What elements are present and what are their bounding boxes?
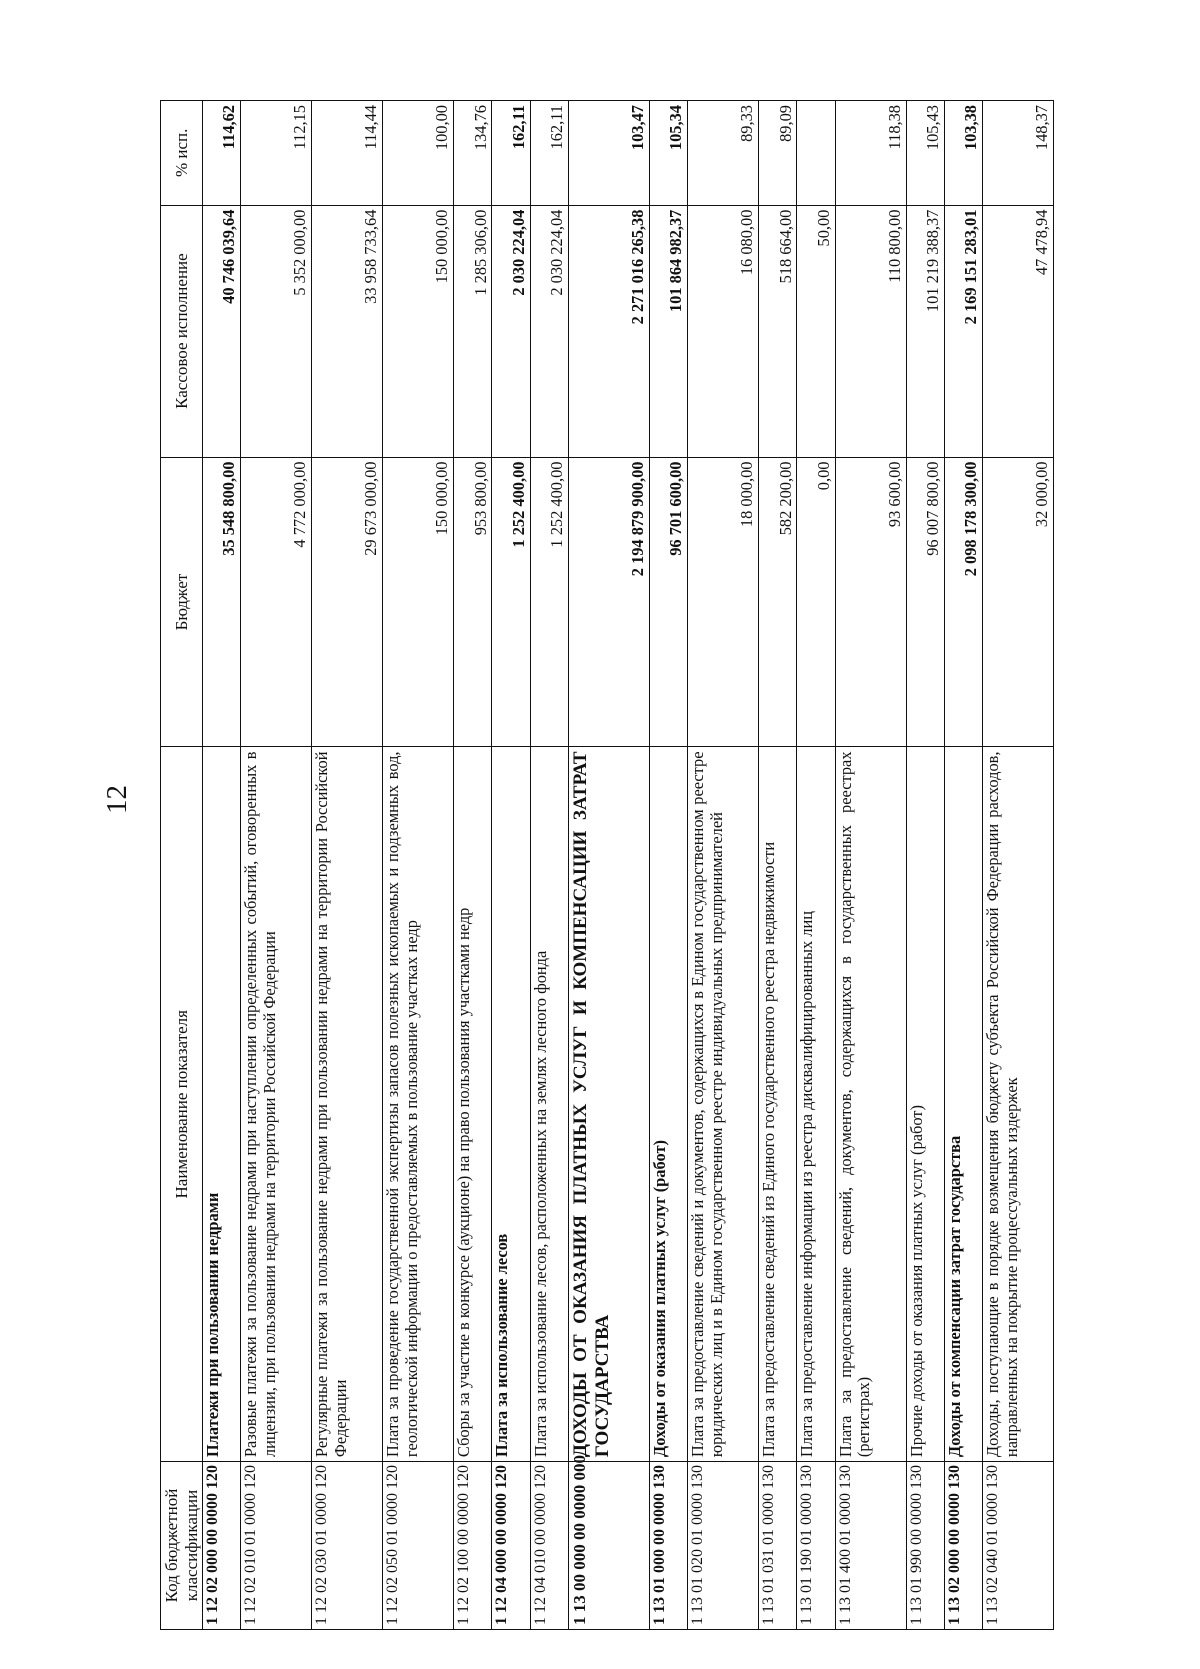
rotated-table-container bbox=[160, 100, 1054, 1630]
budget-cell: 35 548 800,00 bbox=[203, 457, 241, 747]
percent-cell: 162,11 bbox=[492, 101, 530, 206]
percent-cell: 105,34 bbox=[650, 101, 688, 206]
name-cell: Доходы от компенсации затрат государства bbox=[944, 747, 982, 1462]
table-row bbox=[203, 101, 241, 1630]
percent-cell bbox=[797, 101, 835, 206]
budget-cell: 150 000,00 bbox=[383, 457, 454, 747]
name-cell: Разовые платежи за пользование недрами при наступлении определенных событий, оговоренных в лицензии, при пользовании недрами на территории Российской Федерации bbox=[241, 747, 312, 1462]
budget-cell: 0,00 bbox=[797, 457, 835, 747]
name-cell: Прочие доходы от оказания платных услуг (работ) bbox=[906, 747, 944, 1462]
execution-cell: 40 746 039,64 bbox=[203, 205, 241, 457]
name-cell: Плата за предоставление сведений и документов, содержащихся в Едином государственном реестре юридических лиц и в Едином государственном реестре индивидуальных предпринимателей bbox=[688, 747, 759, 1462]
table-row bbox=[492, 101, 530, 1630]
table-body bbox=[203, 101, 1054, 1630]
execution-cell: 16 080,00 bbox=[688, 205, 759, 457]
table-row bbox=[982, 101, 1053, 1630]
execution-cell: 47 478,94 bbox=[982, 205, 1053, 457]
header-execution: Кассовое исполнение bbox=[161, 205, 203, 457]
percent-cell: 112,15 bbox=[241, 101, 312, 206]
percent-cell: 114,44 bbox=[312, 101, 383, 206]
page-number: 12 bbox=[101, 785, 133, 814]
percent-cell: 103,47 bbox=[568, 101, 649, 206]
percent-cell: 89,09 bbox=[759, 101, 797, 206]
table-row bbox=[944, 101, 982, 1630]
execution-cell: 150 000,00 bbox=[383, 205, 454, 457]
percent-cell: 114,62 bbox=[203, 101, 241, 206]
table-row bbox=[835, 101, 906, 1630]
table-row bbox=[906, 101, 944, 1630]
table-row bbox=[759, 101, 797, 1630]
budget-cell: 96 701 600,00 bbox=[650, 457, 688, 747]
code-cell: 1 12 02 000 00 0000 120 bbox=[203, 1462, 241, 1630]
execution-cell: 2 271 016 265,38 bbox=[568, 205, 649, 457]
percent-cell: 103,38 bbox=[944, 101, 982, 206]
header-code: Код бюджетной классификации bbox=[161, 1462, 203, 1630]
execution-cell: 50,00 bbox=[797, 205, 835, 457]
code-cell: 1 12 02 030 01 0000 120 bbox=[312, 1462, 383, 1630]
table-row bbox=[312, 101, 383, 1630]
header-name: Наименование показателя bbox=[161, 747, 203, 1462]
table-row bbox=[530, 101, 568, 1630]
code-cell: 1 12 04 010 00 0000 120 bbox=[530, 1462, 568, 1630]
percent-cell: 100,00 bbox=[383, 101, 454, 206]
execution-cell: 110 800,00 bbox=[835, 205, 906, 457]
name-cell: Плата за предоставление информации из реестра дисквалифицированных лиц bbox=[797, 747, 835, 1462]
name-cell: Сборы за участие в конкурсе (аукционе) на право пользования участками недр bbox=[454, 747, 492, 1462]
code-cell: 1 13 01 400 01 0000 130 bbox=[835, 1462, 906, 1630]
code-cell: 1 12 02 050 01 0000 120 bbox=[383, 1462, 454, 1630]
budget-cell: 2 194 879 900,00 bbox=[568, 457, 649, 747]
name-cell: Платежи при пользовании недрами bbox=[203, 747, 241, 1462]
table-row bbox=[650, 101, 688, 1630]
header-percent: % исп. bbox=[161, 101, 203, 206]
name-cell: Плата за использование лесов, расположенных на землях лесного фонда bbox=[530, 747, 568, 1462]
budget-cell: 29 673 000,00 bbox=[312, 457, 383, 747]
budget-cell: 96 007 800,00 bbox=[906, 457, 944, 747]
execution-cell: 5 352 000,00 bbox=[241, 205, 312, 457]
execution-cell: 2 030 224,04 bbox=[492, 205, 530, 457]
percent-cell: 89,33 bbox=[688, 101, 759, 206]
execution-cell: 101 219 388,37 bbox=[906, 205, 944, 457]
name-cell: Доходы от оказания платных услуг (работ) bbox=[650, 747, 688, 1462]
name-cell: Плата за предоставление сведений из Единого государственного реестра недвижимости bbox=[759, 747, 797, 1462]
table-row bbox=[797, 101, 835, 1630]
budget-cell: 4 772 000,00 bbox=[241, 457, 312, 747]
execution-cell: 1 285 306,00 bbox=[454, 205, 492, 457]
code-cell: 1 13 01 020 01 0000 130 bbox=[688, 1462, 759, 1630]
execution-cell: 2 169 151 283,01 bbox=[944, 205, 982, 457]
budget-cell: 93 600,00 bbox=[835, 457, 906, 747]
budget-cell: 582 200,00 bbox=[759, 457, 797, 747]
table-row bbox=[383, 101, 454, 1630]
code-cell: 1 13 01 031 01 0000 130 bbox=[759, 1462, 797, 1630]
budget-cell: 953 800,00 bbox=[454, 457, 492, 747]
name-cell: Регулярные платежи за пользование недрами при пользовании недрами на территории Российской Федерации bbox=[312, 747, 383, 1462]
budget-cell: 32 000,00 bbox=[982, 457, 1053, 747]
table-row bbox=[454, 101, 492, 1630]
header-budget: Бюджет bbox=[161, 457, 203, 747]
budget-cell: 2 098 178 300,00 bbox=[944, 457, 982, 747]
table-header-row bbox=[161, 101, 203, 1630]
code-cell: 1 13 02 000 00 0000 130 bbox=[944, 1462, 982, 1630]
execution-cell: 33 958 733,64 bbox=[312, 205, 383, 457]
percent-cell: 118,38 bbox=[835, 101, 906, 206]
budget-cell: 1 252 400,00 bbox=[530, 457, 568, 747]
table-row bbox=[688, 101, 759, 1630]
code-cell: 1 13 01 190 01 0000 130 bbox=[797, 1462, 835, 1630]
code-cell: 1 12 04 000 00 0000 120 bbox=[492, 1462, 530, 1630]
percent-cell: 162,11 bbox=[530, 101, 568, 206]
name-cell: Доходы, поступающие в порядке возмещения бюджету субъекта Российской Федерации расходов, направленных на покрытие процессуальных издержек bbox=[982, 747, 1053, 1462]
revenue-table bbox=[160, 100, 1054, 1630]
percent-cell: 148,37 bbox=[982, 101, 1053, 206]
code-cell: 1 12 02 010 01 0000 120 bbox=[241, 1462, 312, 1630]
table-row bbox=[568, 101, 649, 1630]
percent-cell: 134,76 bbox=[454, 101, 492, 206]
execution-cell: 2 030 224,04 bbox=[530, 205, 568, 457]
code-cell: 1 13 01 000 00 0000 130 bbox=[650, 1462, 688, 1630]
execution-cell: 101 864 982,37 bbox=[650, 205, 688, 457]
name-cell: Плата за использование лесов bbox=[492, 747, 530, 1462]
code-cell: 1 13 00 000 00 0000 000 bbox=[568, 1462, 649, 1630]
code-cell: 1 13 01 990 00 0000 130 bbox=[906, 1462, 944, 1630]
code-cell: 1 13 02 040 01 0000 130 bbox=[982, 1462, 1053, 1630]
name-cell: Плата за предоставление сведений, документов, содержащихся в государственных реестрах (регистрах) bbox=[835, 747, 906, 1462]
code-cell: 1 12 02 100 00 0000 120 bbox=[454, 1462, 492, 1630]
table-row bbox=[241, 101, 312, 1630]
budget-cell: 18 000,00 bbox=[688, 457, 759, 747]
name-cell: ДОХОДЫ ОТ ОКАЗАНИЯ ПЛАТНЫХ УСЛУГ И КОМПЕНСАЦИИ ЗАТРАТ ГОСУДАРСТВА bbox=[568, 747, 649, 1462]
execution-cell: 518 664,00 bbox=[759, 205, 797, 457]
percent-cell: 105,43 bbox=[906, 101, 944, 206]
name-cell: Плата за проведение государственной экспертизы запасов полезных ископаемых и подземных вод, геологической информации о предоставляемых в пользование участках недр bbox=[383, 747, 454, 1462]
budget-cell: 1 252 400,00 bbox=[492, 457, 530, 747]
